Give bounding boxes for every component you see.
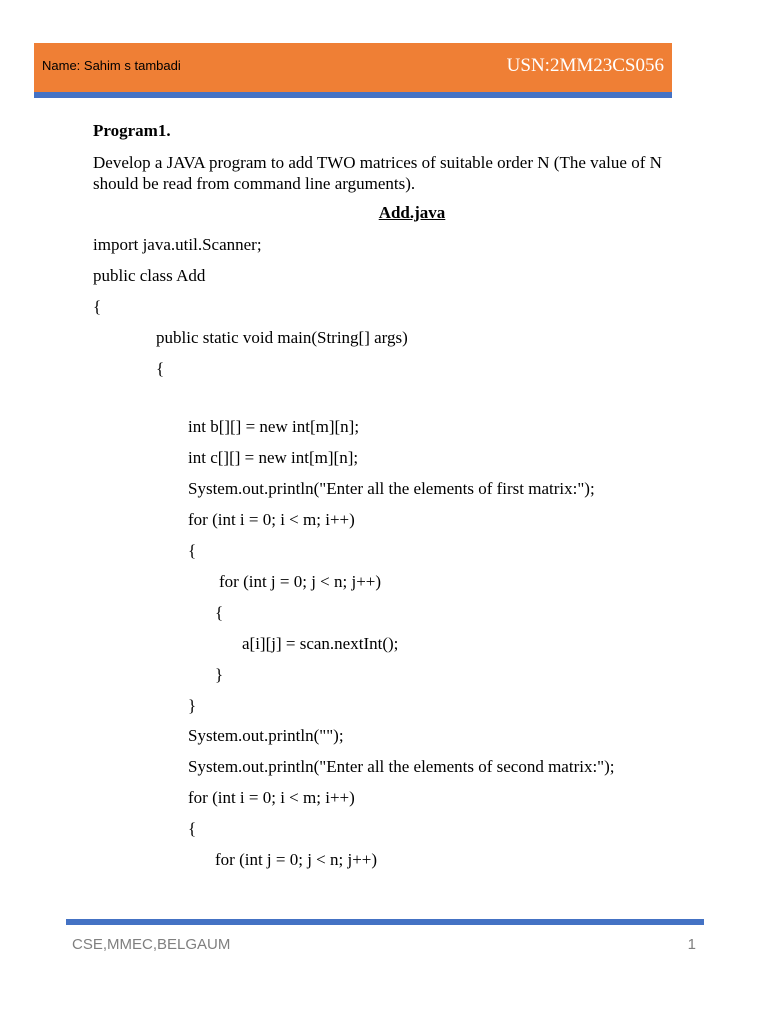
code-line: {	[215, 603, 224, 622]
code-line: for (int j = 0; j < n; j++)	[215, 850, 378, 869]
file-name-heading: Add.java	[378, 203, 446, 222]
footer-institution: CSE,MMEC,BELGAUM	[72, 936, 231, 953]
code-line: for (int i = 0; i < m; i++)	[188, 788, 355, 807]
footer-rule	[66, 919, 704, 925]
code-line: for (int i = 0; i < m; i++)	[188, 510, 355, 529]
code-line: System.out.println("");	[188, 726, 344, 745]
code-line: {	[93, 297, 102, 316]
code-line: for (int j = 0; j < n; j++)	[219, 572, 382, 591]
code-line: int b[][] = new int[m][n];	[188, 417, 360, 436]
code-line: public static void main(String[] args)	[156, 328, 408, 347]
code-line: System.out.println("Enter all the elements of second matrix:");	[188, 757, 615, 776]
code-line: }	[215, 665, 224, 684]
code-line: {	[188, 541, 197, 560]
code-line: {	[156, 359, 165, 378]
header-usn: USN:2MM23CS056	[506, 55, 664, 76]
code-line: import java.util.Scanner;	[93, 235, 262, 254]
program-description: Develop a JAVA program to add TWO matrices of suitable order N (The value of N should be read from command line arguments).	[93, 153, 662, 193]
code-line: {	[188, 819, 197, 838]
code-line: public class Add	[93, 266, 206, 285]
footer-page-number: 1	[687, 936, 696, 953]
code-line: }	[188, 696, 197, 715]
header-rule	[34, 92, 672, 98]
program-title: Program1.	[93, 121, 171, 140]
header-student-name: Name: Sahim s tambadi	[42, 58, 181, 73]
code-line: a[i][j] = scan.nextInt();	[242, 634, 399, 653]
code-line: System.out.println("Enter all the elements of first matrix:");	[188, 479, 595, 498]
code-line: int c[][] = new int[m][n];	[188, 448, 359, 467]
